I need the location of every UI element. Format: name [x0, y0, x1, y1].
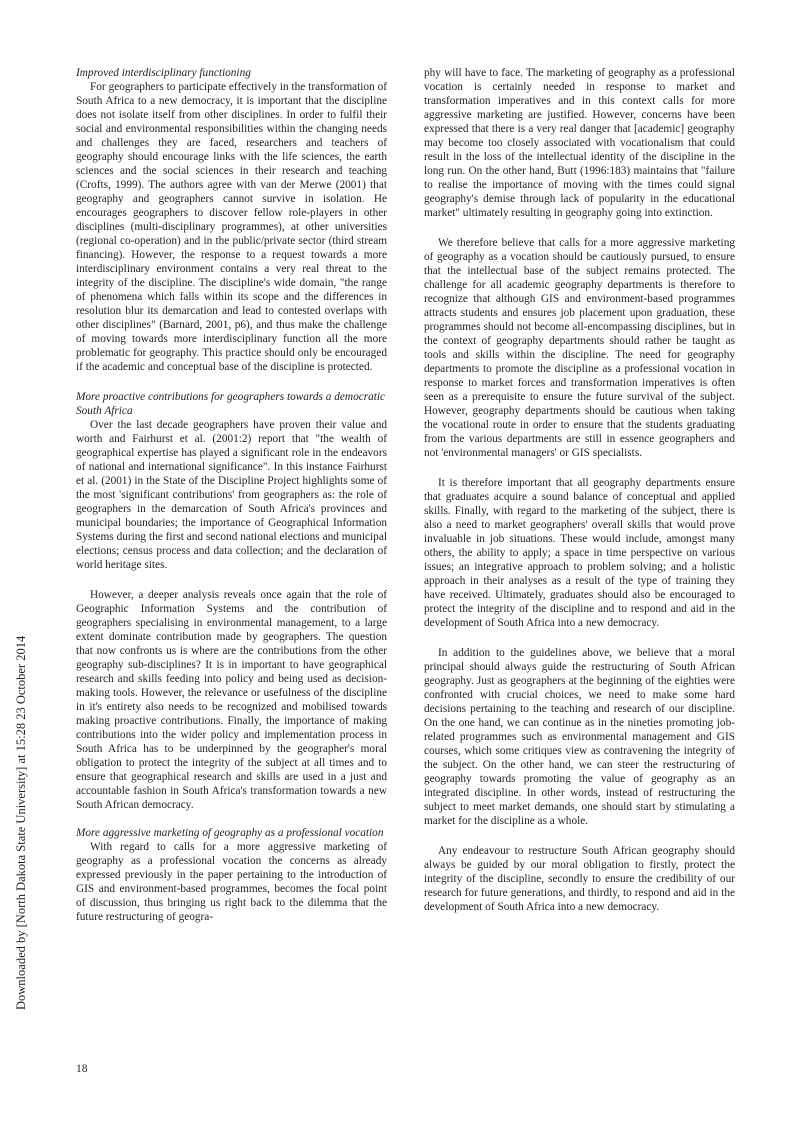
download-watermark: Downloaded by [North Dakota State University] at 15:28 23 October 2014	[14, 635, 28, 1010]
left-column	[76, 66, 387, 924]
paragraph: With regard to calls for a more aggressive marketing of geography as a professional vocation the concerns as already expressed previously in the paper pertaining to the introduction of GIS and environment-based programmes, becomes the focal point of discussion, thus bringing us right back to the dilemma that the future restructuring of geogra-	[76, 841, 387, 923]
paragraph: However, a deeper analysis reveals once again that the role of Geographic Information Systems and the contribution of geographers specialising in environmental management, to a large extent dominate contribution made by geographers. The question that now confronts us is where are the contributions from the other geography sub-disciplines? It is in important to have geographical research and skills feeding into policy and being used as decision-making tools. However, the relevance or usefulness of the discipline in it's entirety also needs to be recognized and mobilised towards making proactive contributions. Finally, the importance of making contributions into the wider policy and implementation process in South Africa has to be underpinned by the geographer's moral obligation to protect the integrity of the subject at all times and to ensure that geographical research and skills are used in a just and accountable fashion in South Africa's transformation towards a new South African democracy.	[76, 589, 387, 811]
section-heading-interdisciplinary: Improved interdisciplinary functioning	[76, 67, 251, 79]
paragraph: We therefore believe that calls for a more aggressive marketing of geography as a vocation should be cautiously pursued, to ensure that the intellectual base of the subject remains protected. The challenge for all academic geography departments is therefore to recognize that although GIS and environment-based programmes attracts students and ensures job placement upon graduation, these programmes should not become all-encompassing disciplines, but in the context of geography departments should rather be taught as tools and skills within the discipline. The need for geography departments to promote the discipline as a professional vocation in response to market forces and transformation imperatives is often seen as a prerequisite to ensure the future survival of the subject. However, geography departments should be cautious when taking the vocational route in order to ensure that the students graduating from the various departments are still in essence geographers and not 'environmental managers' or GIS specialists.	[424, 237, 735, 459]
section-heading-aggressive-marketing: More aggressive marketing of geography as a professional vocation	[76, 827, 384, 839]
section-heading-proactive-contributions: More proactive contributions for geographers towards a democratic South Africa	[76, 391, 386, 417]
paragraph: Any endeavour to restructure South African geography should always be guided by our moral obligation to firstly, protect the integrity of the discipline, secondly to ensure the credibility of our research for future generations, and thirdly, to respond and aid in the development of South Africa into a new democracy.	[424, 845, 735, 913]
paragraph: Over the last decade geographers have proven their value and worth and Fairhurst et al. (2001:2) report that "the wealth of geographical expertise has played a significant role in the endeavors of national and international significance". In this instance Fairhurst et al. (2001) in the State of the Discipline Project highlights some of the most 'significant contributions' from geographers as: the role of geographers in the demarcation of South Africa's provinces and municipal boundaries; the importance of Geographical Information Systems during the first and second national elections and municipal elections; census process and data collection; and the declaration of world heritage sites.	[76, 419, 387, 571]
page-number: 18	[76, 1063, 88, 1075]
paragraph: It is therefore important that all geography departments ensure that graduates acquire a sound balance of conceptual and applied skills. Finally, with regard to the marketing of the subject, there is also a need to market geographers' overall skills that would prove invaluable in job situations. These would include, amongst many others, the ability to apply; a space in time perspective on various issues; an integrative approach to problem solving; and a holistic approach in their analyses as a result of the type of training they have received. Ultimately, graduates should also be encouraged to protect the integrity of the discipline and to respond and aid in the development of South Africa into a new democracy.	[424, 477, 735, 629]
side-margin	[0, 0, 28, 1121]
paragraph: In addition to the guidelines above, we believe that a moral principal should always guide the restructuring of South African geography. Just as geographers at the beginning of the eighties were confronted with crucial choices, we need to make some hard decisions pertaining to the teaching and research of our discipline. On the one hand, we can continue as in the nineties promoting job-related programmes such as environmental management and GIS courses, which some critiques view as contravening the integrity of the subject. On the other hand, we can steer the restructuring of geography towards promoting the value of geography as an integrated discipline. In other words, instead of restructuring the subject to meet market demands, one should start by stimulating a market for the discipline as a whole.	[424, 647, 735, 827]
paragraph: phy will have to face. The marketing of geography as a professional vocation is certainly needed in response to market and transformation imperatives and in this context calls for more aggressive marketing are justified. However, concerns have been expressed that there is a very real danger that [academic] geography may become too closely associated with vocationalism that could result in the loss of the intellectual identity of the discipline in the long run. On the other hand, Butt (1996:183) maintains that "failure to realise the importance of moving with the times could signal geography's demise through lack of popularity in the educational market" ultimately resulting in geography going into extinction.	[424, 67, 735, 219]
right-column	[424, 66, 735, 914]
paragraph: For geographers to participate effectively in the transformation of South Africa to a new democracy, it is important that the discipline does not isolate itself from other disciplines. In order to fulfil their social and environmental responsibilities within the changing needs and challenges they are faced, researchers and teachers of geography should encourage links with the life sciences, the earth sciences and the social sciences in their research and teaching (Crofts, 1999). The authors agree with van der Merwe (2001) that geography and geographers cannot survive in isolation. He encourages geographers to discover fellow role-players in other disciplines (multi-disciplinary programmes), at other universities (regional co-operation) and in the public/private sector (third stream financing). However, the response to a request towards a more interdisciplinary environment contains a very real threat to the integrity of the discipline. The discipline's wide domain, "the range of phenomena which falls within its scope and the differences in resolution blur its demarcation and lead to contested overlaps with other disciplines" (Barnard, 2001, p6), and thus make the challenge of moving towards more interdisciplinary function all the more problematic for geography. This practice should only be encouraged if the academic and conceptual base of the discipline is protected.	[76, 81, 387, 373]
